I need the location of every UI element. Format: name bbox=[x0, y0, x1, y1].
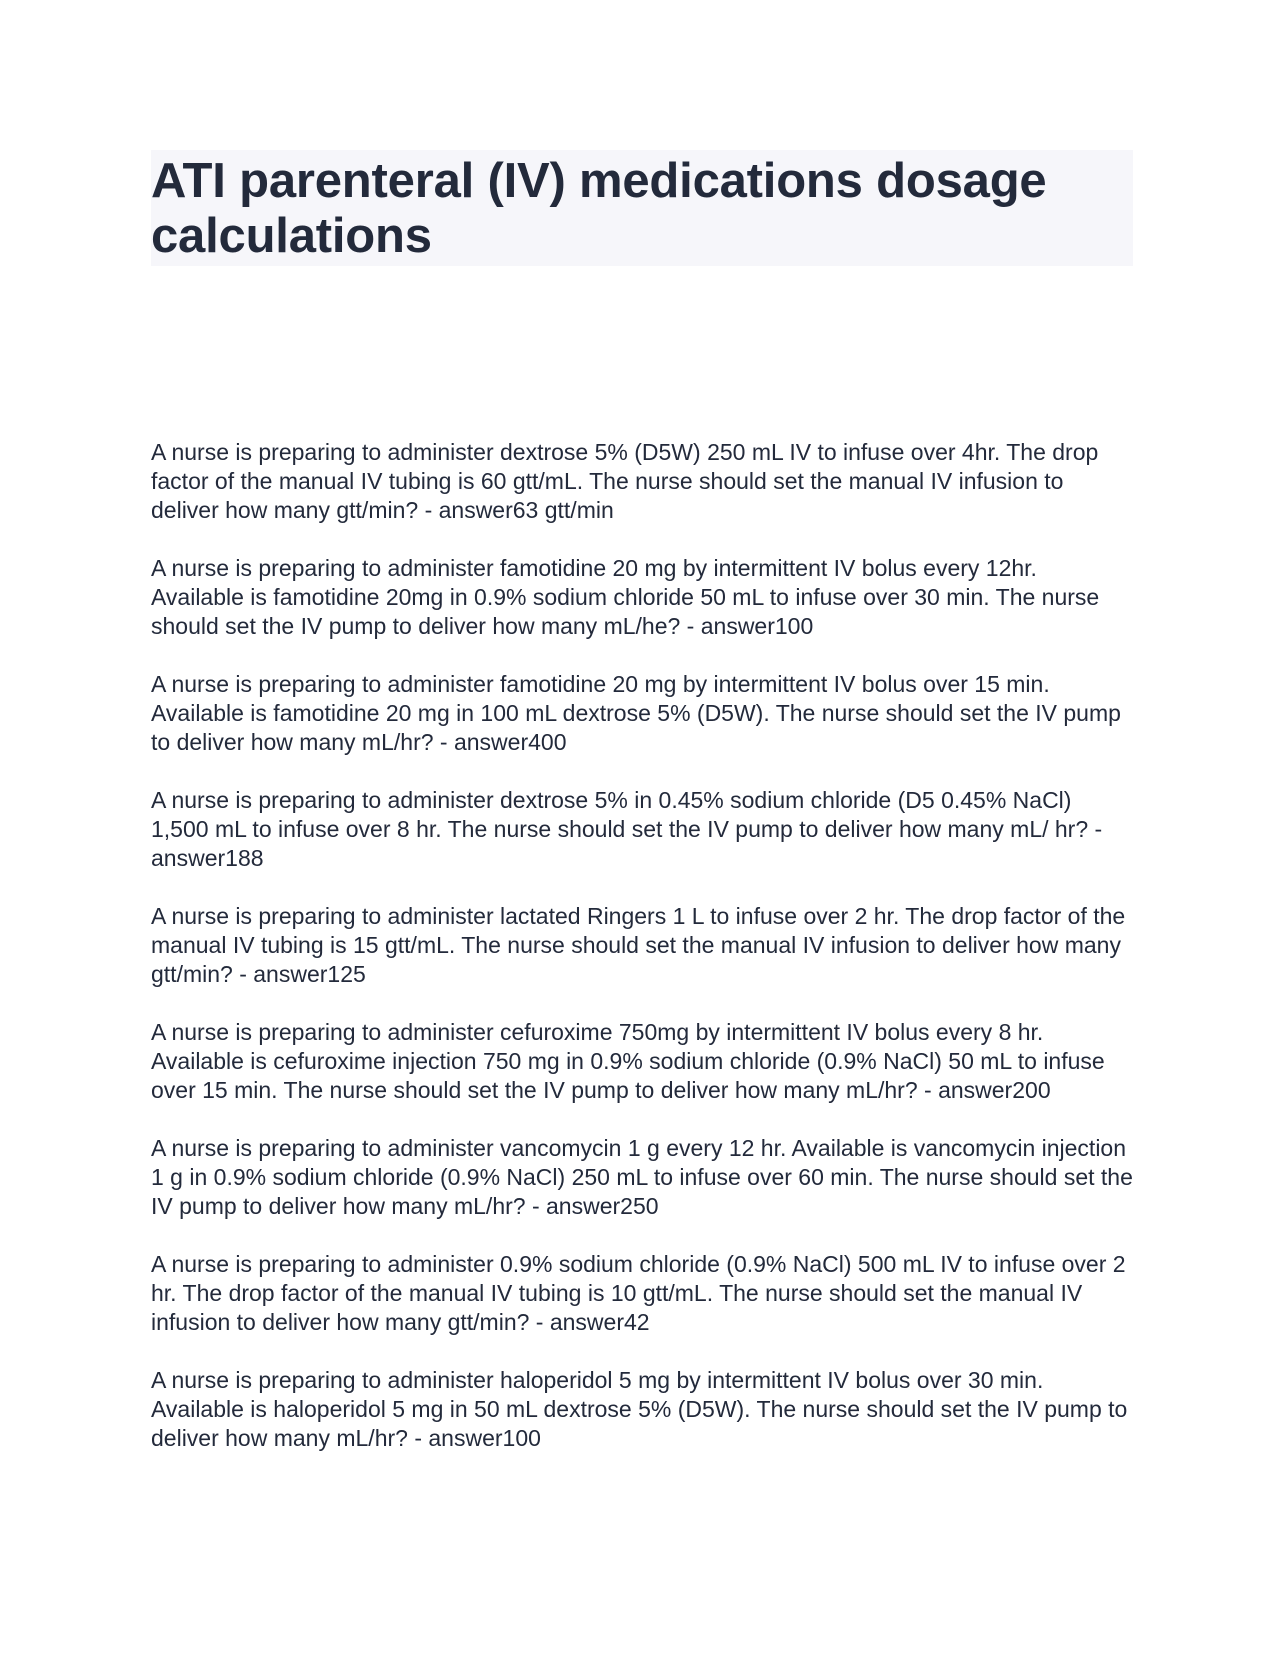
question-text: A nurse is preparing to administer dextrose 5% (D5W) 250 mL IV to infuse over 4hr. The drop factor of the manual IV tubing is 60 gtt/mL. The nurse should set the manual IV infusion to deliver how many gtt/min? - answer bbox=[151, 439, 1099, 523]
answer-text: 42 bbox=[624, 1309, 650, 1335]
question-item-8 bbox=[151, 1250, 1133, 1337]
question-text: A nurse is preparing to administer famotidine 20 mg by intermittent IV bolus every 12hr. Available is famotidine 20mg in 0.9% sodium chloride 50 mL to infuse over 30 min. The nurse should set the IV pump to deliver how many mL/he? - answer bbox=[151, 555, 1100, 639]
answer-text: 200 bbox=[1012, 1077, 1051, 1103]
question-text: A nurse is preparing to administer haloperidol 5 mg by intermittent IV bolus over 30 min. Available is haloperidol 5 mg in 50 mL dextrose 5% (D5W). The nurse should set the IV pump to deliver how many mL/hr? - answer bbox=[151, 1367, 1128, 1451]
title-block bbox=[151, 150, 1133, 266]
answer-text: 188 bbox=[225, 845, 264, 871]
question-item-4 bbox=[151, 786, 1133, 873]
question-text: A nurse is preparing to administer 0.9% sodium chloride (0.9% NaCl) 500 mL IV to infuse over 2 hr. The drop factor of the manual IV tubing is 10 gtt/mL. The nurse should set the manual IV infusion to deliver how many gtt/min? - answer bbox=[151, 1251, 1126, 1335]
question-list bbox=[151, 438, 1133, 1453]
question-item-9 bbox=[151, 1366, 1133, 1453]
answer-text: 100 bbox=[502, 1425, 541, 1451]
question-text: A nurse is preparing to administer famotidine 20 mg by intermittent IV bolus over 15 min. Available is famotidine 20 mg in 100 mL dextrose 5% (D5W). The nurse should set the IV pump to deliver how many mL/hr? - answer bbox=[151, 671, 1121, 755]
question-text: A nurse is preparing to administer lactated Ringers 1 L to infuse over 2 hr. The drop factor of the manual IV tubing is 15 gtt/mL. The nurse should set the manual IV infusion to deliver how many gtt/min? - answer bbox=[151, 903, 1126, 987]
page-title: ATI parenteral (IV) medications dosage calculations bbox=[151, 154, 1047, 263]
question-item-3 bbox=[151, 670, 1133, 757]
question-item-6 bbox=[151, 1018, 1133, 1105]
answer-text: 250 bbox=[620, 1193, 659, 1219]
answer-text: 100 bbox=[774, 613, 814, 639]
answer-text: 63 gtt/min bbox=[512, 497, 614, 523]
question-item-5 bbox=[151, 902, 1133, 989]
document-page bbox=[151, 150, 1133, 1482]
question-item-7 bbox=[151, 1134, 1133, 1221]
question-item-2 bbox=[151, 554, 1133, 641]
question-text: A nurse is preparing to administer cefuroxime 750mg by intermittent IV bolus every 8 hr. Available is cefuroxime injection 750 mg in 0.9% sodium chloride (0.9% NaCl) 50 mL to infuse over 15 min. The nurse should set the IV pump to deliver how many mL/hr? - answer bbox=[151, 1019, 1105, 1103]
question-text: A nurse is preparing to administer vancomycin 1 g every 12 hr. Available is vancomycin injection 1 g in 0.9% sodium chloride (0.9% NaCl) 250 mL to infuse over 60 min. The nurse should set the IV pump to deliver how many mL/hr? - answer bbox=[151, 1135, 1133, 1219]
question-text: A nurse is preparing to administer dextrose 5% in 0.45% sodium chloride (D5 0.45% NaCl) 1,500 mL to infuse over 8 hr. The nurse should set the IV pump to deliver how many mL/ hr? - answer bbox=[151, 787, 1103, 871]
answer-text: 125 bbox=[327, 961, 366, 987]
question-item-1 bbox=[151, 438, 1133, 525]
answer-text: 400 bbox=[528, 729, 567, 755]
